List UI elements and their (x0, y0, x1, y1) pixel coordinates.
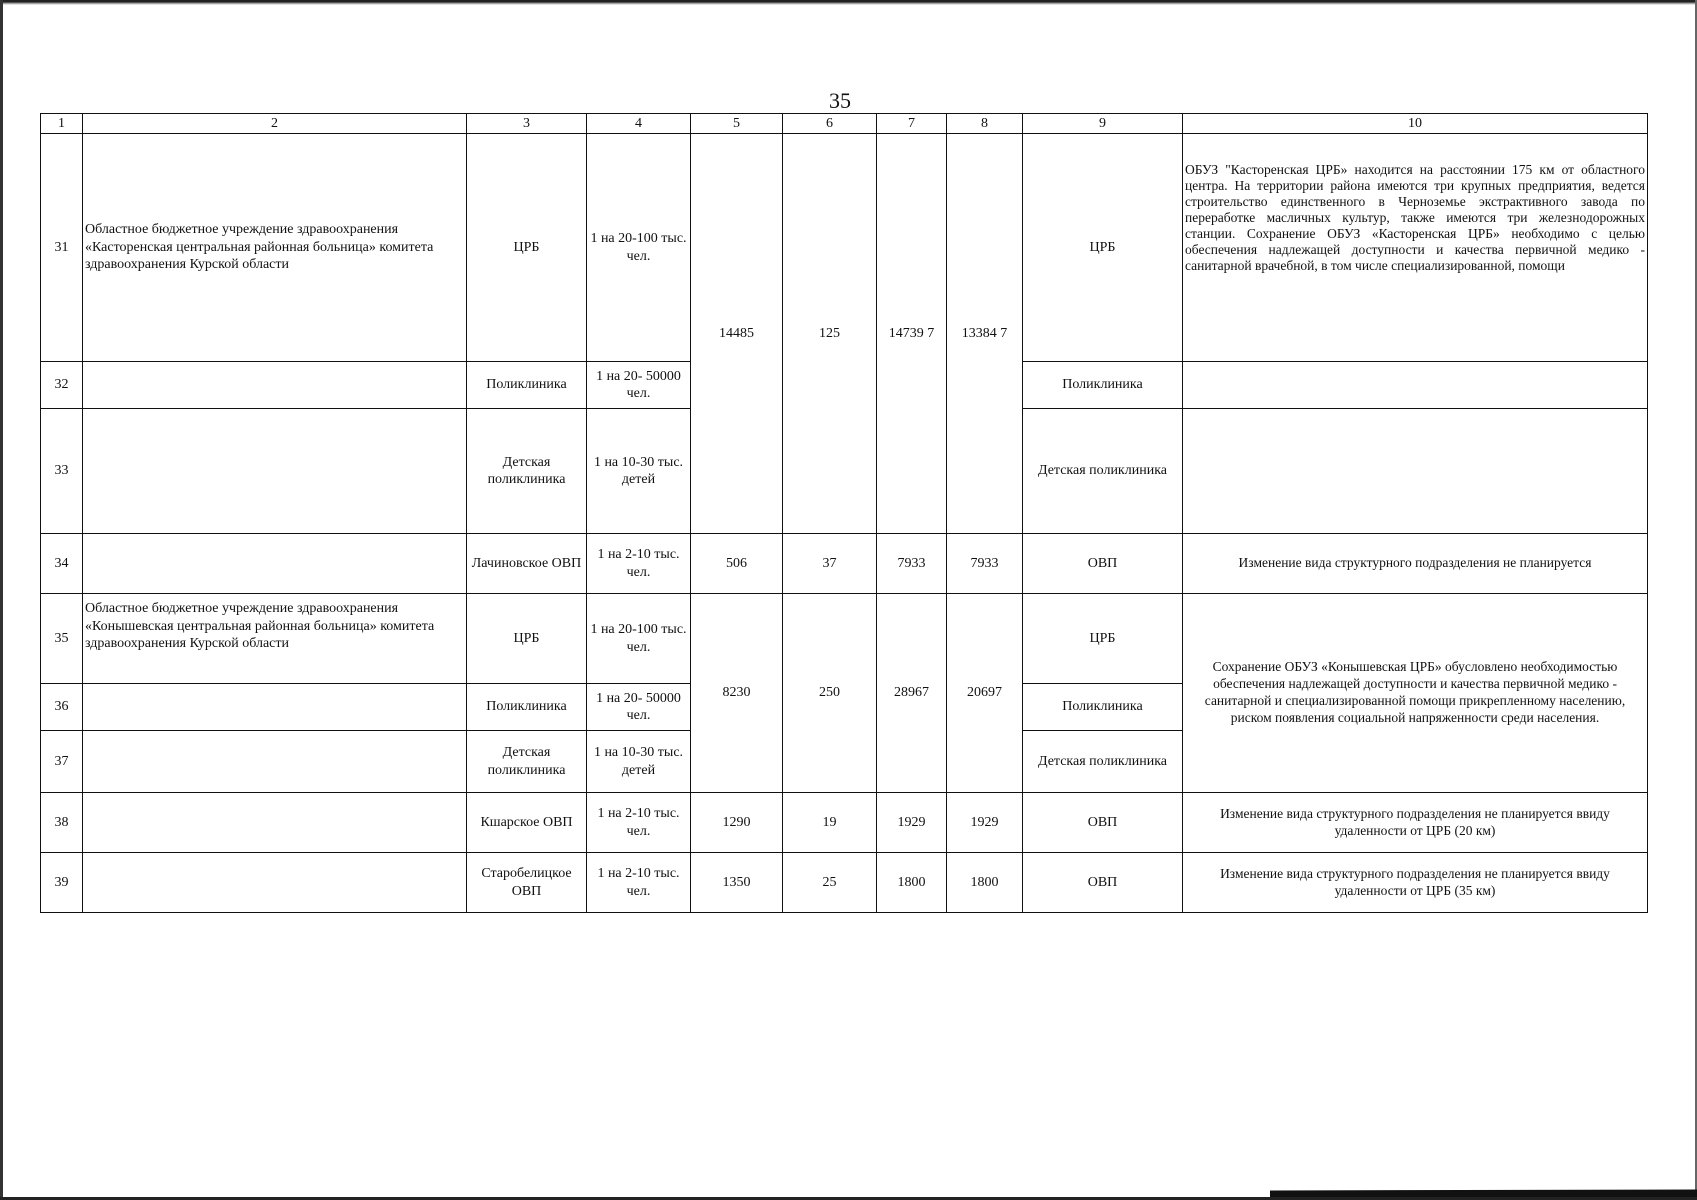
organization-name: Областное бюджетное учреждение здравоохранения «Конышевская центральная районная больница» комитета здравоохранения Курской области (83, 594, 467, 684)
unit-kind: Поликлиника (1023, 684, 1183, 731)
row-number: 34 (41, 534, 83, 594)
column-number: 1 (41, 114, 83, 134)
row-number: 32 (41, 362, 83, 409)
row-number: 35 (41, 594, 83, 684)
justification-note: Изменение вида структурного подразделения не планируется (1183, 534, 1648, 594)
unit-kind: ОВП (1023, 534, 1183, 594)
justification-note: ОБУЗ "Касторенская ЦРБ» находится на расстоянии 175 км от областного центра. На территории района имеются три крупных предприятия, ведется строительство единственного в Черноземье экстрактивного завода по переработке масличных культур, также имеются три железнодорожных станции. Сохранение ОБУЗ «Касторенская ЦРБ» необходимо с целью обеспечения надлежащей доступности и качества первичной медико - санитарной врачебной, в том числе специализированной, помощи (1183, 134, 1648, 362)
scan-edge-left (0, 0, 3, 1200)
unit-kind: ОВП (1023, 853, 1183, 913)
value-col6: 25 (783, 853, 877, 913)
value-col6: 37 (783, 534, 877, 594)
value-col7: 7933 (877, 534, 947, 594)
table-row (41, 793, 1648, 853)
column-number: 8 (947, 114, 1023, 134)
unit-norm: 1 на 20- 50000 чел. (587, 684, 691, 731)
value-col8: 1929 (947, 793, 1023, 853)
unit-type: Детская поликлиника (467, 409, 587, 534)
unit-kind: Детская поликлиника (1023, 731, 1183, 793)
column-number-row (41, 114, 1648, 134)
value-col7: 28967 (877, 594, 947, 793)
unit-type: Лачиновское ОВП (467, 534, 587, 594)
row-number: 38 (41, 793, 83, 853)
value-col6: 250 (783, 594, 877, 793)
organization-name (83, 362, 467, 409)
value-col5: 506 (691, 534, 783, 594)
unit-type: ЦРБ (467, 134, 587, 362)
unit-kind: ОВП (1023, 793, 1183, 853)
unit-type: Поликлиника (467, 362, 587, 409)
row-number: 36 (41, 684, 83, 731)
row-number: 39 (41, 853, 83, 913)
unit-type: Детская поликлиника (467, 731, 587, 793)
value-col6: 125 (783, 134, 877, 534)
value-col5: 1290 (691, 793, 783, 853)
unit-norm: 1 на 10-30 тыс. детей (587, 731, 691, 793)
unit-norm: 1 на 2-10 тыс. чел. (587, 534, 691, 594)
justification-note: Изменение вида структурного подразделения не планируется ввиду удаленности от ЦРБ (35 км) (1183, 853, 1648, 913)
unit-norm: 1 на 20-100 тыс. чел. (587, 594, 691, 684)
unit-type: Кшарское ОВП (467, 793, 587, 853)
organization-name (83, 853, 467, 913)
column-number: 6 (783, 114, 877, 134)
column-number: 9 (1023, 114, 1183, 134)
unit-kind: Детская поликлиника (1023, 409, 1183, 534)
unit-norm: 1 на 10-30 тыс. детей (587, 409, 691, 534)
unit-type: Поликлиника (467, 684, 587, 731)
organization-name (83, 409, 467, 534)
table-row (41, 134, 1648, 362)
organization-name (83, 731, 467, 793)
row-number: 33 (41, 409, 83, 534)
value-col8: 13384 7 (947, 134, 1023, 534)
value-col5: 8230 (691, 594, 783, 793)
value-col8: 20697 (947, 594, 1023, 793)
value-col7: 1800 (877, 853, 947, 913)
table-row (41, 853, 1648, 913)
unit-norm: 1 на 20-100 тыс. чел. (587, 134, 691, 362)
value-col8: 7933 (947, 534, 1023, 594)
organization-name (83, 534, 467, 594)
value-col7: 14739 7 (877, 134, 947, 534)
value-col6: 19 (783, 793, 877, 853)
unit-norm: 1 на 2-10 тыс. чел. (587, 853, 691, 913)
facilities-table (40, 113, 1648, 913)
page-number: 35 (829, 88, 851, 113)
unit-kind: Поликлиника (1023, 362, 1183, 409)
organization-name: Областное бюджетное учреждение здравоохранения «Касторенская центральная районная больница» комитета здравоохранения Курской области (83, 134, 467, 362)
unit-norm: 1 на 2-10 тыс. чел. (587, 793, 691, 853)
value-col5: 1350 (691, 853, 783, 913)
justification-note (1183, 409, 1648, 534)
unit-norm: 1 на 20- 50000 чел. (587, 362, 691, 409)
column-number: 5 (691, 114, 783, 134)
row-number: 31 (41, 134, 83, 362)
column-number: 7 (877, 114, 947, 134)
column-number: 4 (587, 114, 691, 134)
table-row (41, 534, 1648, 594)
organization-name (83, 793, 467, 853)
table-row (41, 594, 1648, 684)
scan-edge-bottom (0, 1190, 1697, 1200)
value-col7: 1929 (877, 793, 947, 853)
column-number: 3 (467, 114, 587, 134)
justification-note: Сохранение ОБУЗ «Конышевская ЦРБ» обусловлено необходимостью обеспечения надлежащей доступности и качества первичной медико - санитарной и специализированной помощи прикрепленному населению, риском появления социальной напряженности среди населения. (1183, 594, 1648, 793)
justification-note (1183, 362, 1648, 409)
column-number: 2 (83, 114, 467, 134)
row-number: 37 (41, 731, 83, 793)
unit-type: Старобелицкое ОВП (467, 853, 587, 913)
value-col8: 1800 (947, 853, 1023, 913)
justification-note: Изменение вида структурного подразделения не планируется ввиду удаленности от ЦРБ (20 км) (1183, 793, 1648, 853)
unit-kind: ЦРБ (1023, 134, 1183, 362)
unit-kind: ЦРБ (1023, 594, 1183, 684)
scan-edge-top (0, 0, 1697, 5)
organization-name (83, 684, 467, 731)
value-col5: 14485 (691, 134, 783, 534)
unit-type: ЦРБ (467, 594, 587, 684)
column-number: 10 (1183, 114, 1648, 134)
